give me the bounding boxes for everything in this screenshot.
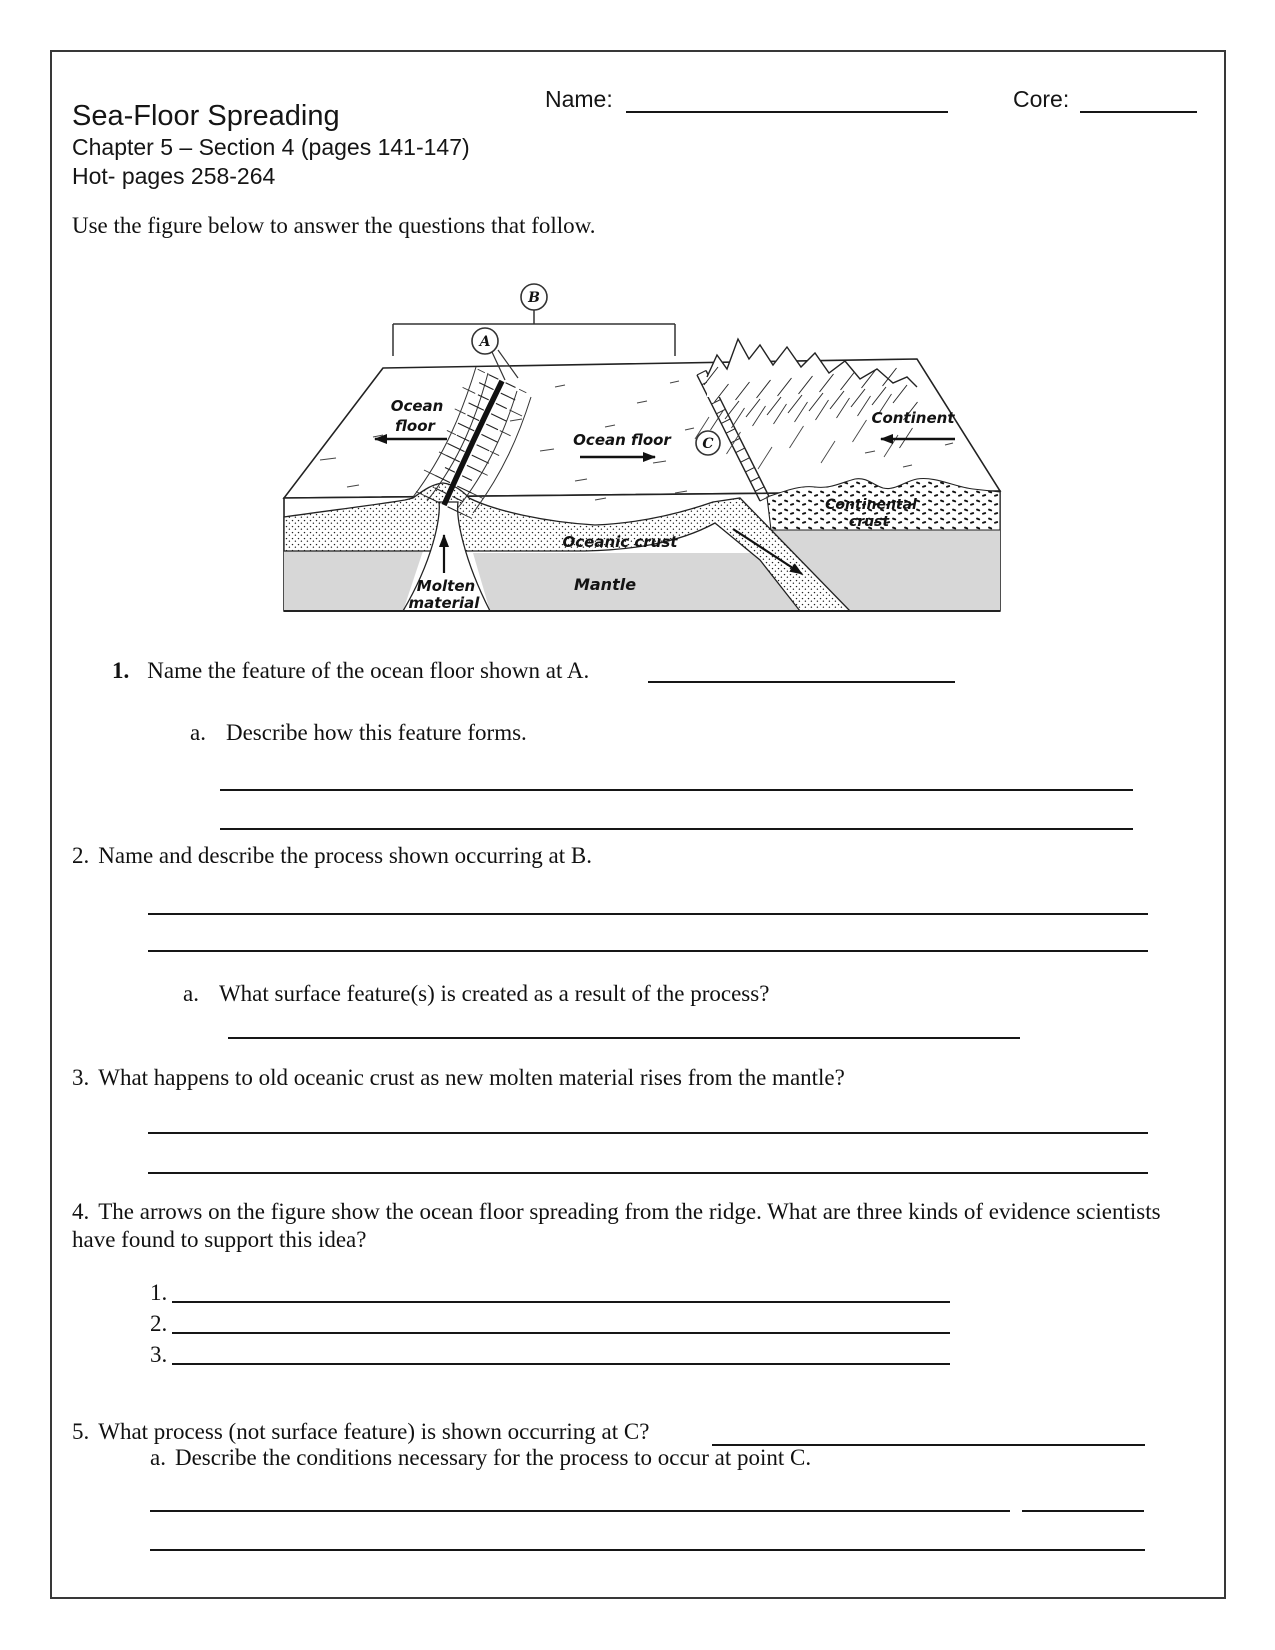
question-4-number: 4. xyxy=(72,1199,90,1224)
continental-crust-label-line1: Continental xyxy=(825,497,917,513)
name-label: Name: xyxy=(545,86,613,112)
question-1 xyxy=(112,658,589,684)
page-title: Sea-Floor Spreading xyxy=(72,100,340,132)
question-4-item-1-line xyxy=(172,1301,950,1303)
continental-crust-label-line2: crust xyxy=(848,514,890,530)
question-1a-answer-line-2 xyxy=(220,828,1133,830)
question-1a-text: Describe how this feature forms. xyxy=(225,720,527,745)
subtitle-hot: Hot- pages 258-264 xyxy=(72,163,276,189)
question-4-item-2-line xyxy=(172,1332,950,1334)
question-5a-answer-line-1a xyxy=(150,1510,1010,1512)
question-2-answer-line-1 xyxy=(148,913,1148,915)
intro-text: Use the figure below to answer the questions that follow. xyxy=(72,213,596,238)
callout-b-letter: B xyxy=(528,290,540,306)
question-3-number: 3. xyxy=(72,1065,90,1090)
question-1a-answer-line-1 xyxy=(220,789,1133,791)
question-4-item-3-number: 3. xyxy=(150,1342,168,1367)
question-3 xyxy=(72,1065,845,1091)
question-4 xyxy=(72,1198,1164,1254)
subtitle-chapter: Chapter 5 – Section 4 (pages 141-147) xyxy=(72,134,470,160)
question-4-item-3-line xyxy=(172,1363,950,1365)
question-5 xyxy=(72,1419,649,1445)
ocean-floor-left-label-line1: Ocean xyxy=(390,397,444,415)
question-4-item-2-number: 2. xyxy=(150,1311,168,1336)
question-3-answer-line-1 xyxy=(148,1132,1148,1134)
question-2-answer-line-2 xyxy=(148,950,1148,952)
question-3-text: What happens to old oceanic crust as new molten material rises from the mantle? xyxy=(98,1065,845,1090)
question-1-text: Name the feature of the ocean floor shown at A. xyxy=(147,658,590,683)
question-3-answer-line-2 xyxy=(148,1172,1148,1174)
question-2a-text: What surface feature(s) is created as a result of the process? xyxy=(218,981,770,1006)
core-blank-line xyxy=(1080,111,1197,113)
question-5-text: What process (not surface feature) is shown occurring at C? xyxy=(98,1419,650,1444)
ocean-floor-center-label: Ocean floor xyxy=(573,431,671,449)
name-blank-line xyxy=(626,111,948,113)
question-5-number: 5. xyxy=(72,1419,90,1444)
question-5a-letter: a. xyxy=(150,1445,166,1470)
question-5a-answer-line-2 xyxy=(150,1549,1145,1551)
question-2a xyxy=(183,981,769,1007)
question-1a-letter: a. xyxy=(190,720,206,745)
callout-a-letter: A xyxy=(479,334,491,350)
question-5a-text: Describe the conditions necessary for the process to occur at point C. xyxy=(174,1445,812,1470)
question-1a xyxy=(190,720,527,746)
question-2a-answer-line xyxy=(228,1037,1020,1039)
mantle-label: Mantle xyxy=(573,575,637,594)
question-5a-answer-line-1b xyxy=(1022,1510,1144,1512)
question-1-number: 1. xyxy=(112,658,130,683)
sea-floor-spreading-figure xyxy=(255,255,1015,615)
oceanic-crust-label: Oceanic crust xyxy=(562,533,678,551)
question-2 xyxy=(72,843,592,869)
question-1-answer-line xyxy=(648,681,955,683)
question-4-item-1-number: 1. xyxy=(150,1280,168,1305)
question-2-number: 2. xyxy=(72,843,90,868)
question-5a xyxy=(150,1445,811,1471)
continent-label: Continent xyxy=(871,409,955,427)
callout-c-letter: C xyxy=(702,436,714,452)
ocean-floor-left-label-line2: floor xyxy=(395,417,435,435)
molten-material-label-line1: Molten xyxy=(416,577,476,595)
molten-material-label-line2: material xyxy=(408,594,480,612)
question-2-text: Name and describe the process shown occurring at B. xyxy=(98,843,592,868)
core-label: Core: xyxy=(1013,86,1070,112)
question-2a-letter: a. xyxy=(183,981,199,1006)
question-4-text: The arrows on the figure show the ocean floor spreading from the ridge. What are three kinds of evidence scientists have found to support this idea? xyxy=(72,1199,1161,1252)
